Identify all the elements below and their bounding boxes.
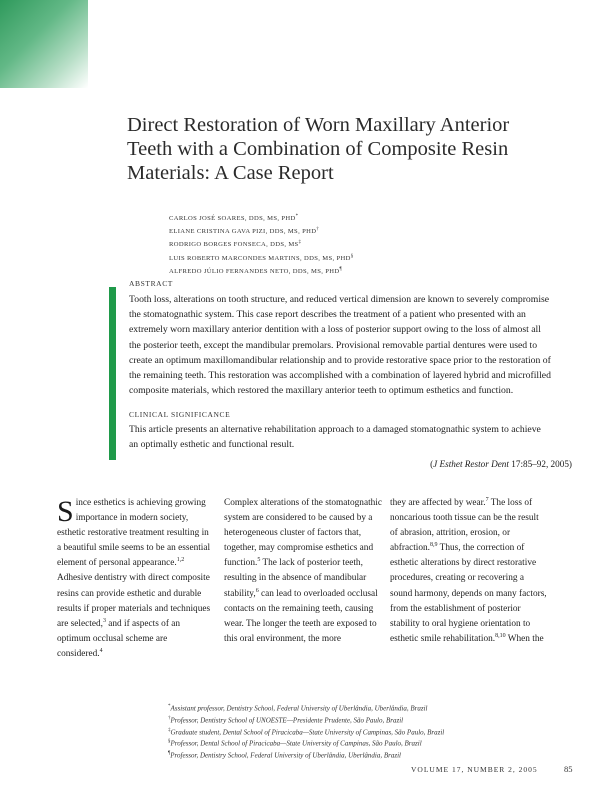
footnotes <box>168 702 558 761</box>
author-line: LUIS ROBERTO MARCONDES MARTINS, DDS, MS, PHD§ <box>169 253 354 262</box>
corner-accent <box>0 0 88 88</box>
volume-footer: VOLUME 17, NUMBER 2, 2005 <box>411 765 538 774</box>
author-line: ELIANE CRISTINA GAVA PIZI, DDS, MS, PHD† <box>169 227 320 236</box>
page-number: 85 <box>564 764 573 774</box>
abstract-heading: ABSTRACT <box>129 279 173 288</box>
author-line: CARLOS JOSÉ SOARES, DDS, MS, PHD* <box>169 214 299 223</box>
drop-cap: S <box>57 495 74 528</box>
author-line: RODRIGO BORGES FONSECA, DDS, MS‡ <box>169 240 302 249</box>
body-column-1: Since esthetics is achieving growing importance in modern society, esthetic restorative treatment resulting in a beautiful smile seems to be an essential element of personal appearance.$^{1,2}$ Adhesive dentistry with direct composite resins can provide esthetic and durable results if proper materials and techniques are selected,$^3$ and if aspects of an optimum occlusal scheme are considered.$^4$ <box>57 495 211 659</box>
footnote: ¶Professor, Dentistry School, Federal University of Uberlândia, Uberlândia, Brazil <box>168 751 401 760</box>
footnote: ‡Graduate student, Dental School of Piracicaba—State University of Campinas, São Paulo, Brazil <box>168 727 445 736</box>
clinical-significance-text: This article presents an alternative rehabilitation approach to a damaged stomatognathic system to achieve an optimally esthetic and functional result. <box>129 424 541 451</box>
body-column-3: they are affected by wear.$^7$ The loss of noncarious tooth tissue can be the result of abrasion, attrition, erosion, or abfraction.$^{8,9}$ Thus, the correction of esthetic alterations by direct restorative procedures, creating or recovering a sound harmony, depends on many factors, from the establishment of posterior stability to oral hygiene orientation to esthetic smile rehabilitation.$^{8,10}$ When the <box>390 496 547 644</box>
article-title: Direct Restoration of Worn Maxillary Anterior Teeth with a Combination of Composite Resin Materials: A Case Report <box>127 114 510 184</box>
body-column-2: Complex alterations of the stomatognathic system are considered to be caused by a heterogeneous cluster of factors that, together, may compromise esthetics and function.$^5$ The lack of posterior teeth, resulting in the absence of mandibular stability,$^6$ can lead to overloaded occlusal contacts on the remaining teeth, causing wear. The longer the teeth are exposed to this oral environment, the more <box>224 498 383 644</box>
footnote: *Assistant professor, Dentistry School, Federal University of Uberlândia, Uberlândia, Brazil <box>168 704 428 713</box>
abstract-text: Tooth loss, alterations on tooth structure, and reduced vertical dimension are known to severely compromise the stomatognathic system. This case report describes the treatment of a patient who presented with an extremely worn maxillary anterior dentition with a loss of posterior support owing to the loss of almost all the posterior teeth, except the mandibular premolars. Provisional removable partial dentures were used to create an optimum maxillomandibular relationship and to provide restorative space prior to the restoration of the remaining teeth. This restoration was accomplished with a combination of layered hybrid and microfilled composite materials, which restored the maxillary anterior teeth to optimum esthetics and function. <box>129 294 551 397</box>
footnote: †Professor, Dentistry School of UNOESTE—Presidente Prudente, São Paulo, Brazil <box>168 715 404 725</box>
clinical-significance-heading: CLINICAL SIGNIFICANCE <box>129 410 231 419</box>
journal-citation: (J Esthet Restor Dent 17:85–92, 2005) <box>430 459 572 469</box>
author-line: ALFREDO JÚLIO FERNANDES NETO, DDS, MS, PHD¶ <box>169 266 343 275</box>
footnote: §Professor, Dental School of Piracicaba—State University of Campinas, São Paulo, Brazil <box>168 739 422 748</box>
author-list <box>169 211 469 277</box>
abstract-accent-bar <box>109 287 116 460</box>
